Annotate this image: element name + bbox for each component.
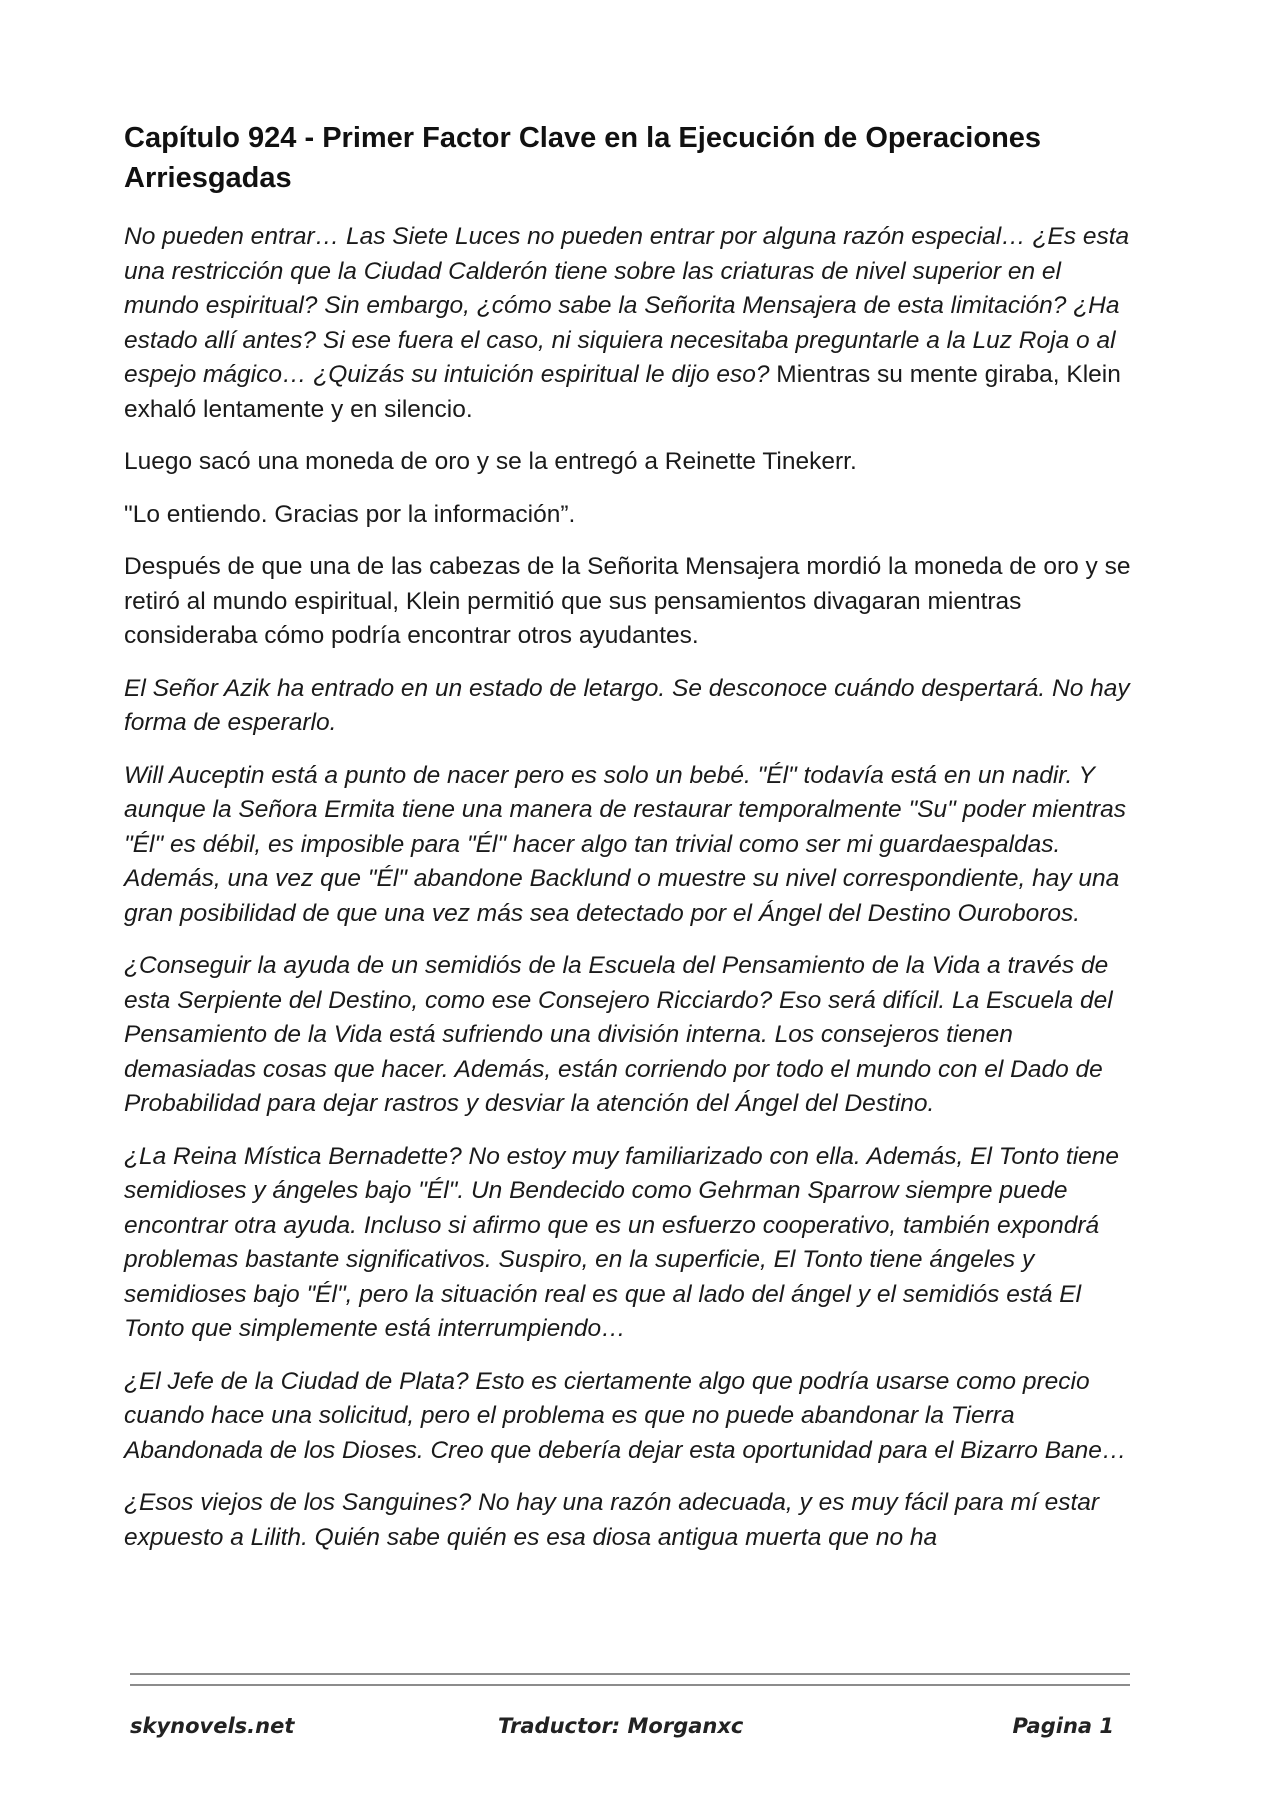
paragraph-10: ¿Esos viejos de los Sanguines? No hay una razón adecuada, y es muy fácil para mí estar expuesto a Lilith. Quién sabe quién es esa diosa antigua muerta que no ha	[124, 1489, 1100, 1551]
footer-page-number: Pagina 1	[1012, 1714, 1114, 1738]
paragraph-6: Will Auceptin está a punto de nacer pero es solo un bebé. "Él" todavía está en un nadir. Y aunque la Señora Ermita tiene una manera de restaurar temporalmente "Su" poder mientras "Él" es débil, es imposible para "Él" hacer algo tan trivial como ser mi guardaespaldas. Además, una vez que "Él" abandone Backlund o muestre su nivel correspondiente, hay una gran posibilidad de que una vez más sea detectado por el Ángel del Destino Ouroboros.	[124, 761, 1127, 927]
chapter-title: Capítulo 924 - Primer Factor Clave en la Ejecución de Operaciones Arriesgadas	[124, 122, 1042, 194]
paragraph-1-narration: Mientras su mente giraba, Klein exhaló lentamente y en silencio.	[124, 361, 1121, 423]
paragraph-4: Después de que una de las cabezas de la Señorita Mensajera mordió la moneda de oro y se retiró al mundo espiritual, Klein permitió que sus pensamientos divagaran mientras consideraba cómo podría encontrar otros ayudantes.	[124, 553, 1131, 649]
footer-rule-top	[130, 1673, 1130, 1675]
footer-site: skynovels.net	[130, 1714, 295, 1738]
paragraph-9: ¿El Jefe de la Ciudad de Plata? Esto es ciertamente algo que podría usarse como precio cuando hace una solicitud, pero el problema es que no puede abandonar la Tierra Abandonada de los Dioses. Creo que debería dejar esta oportunidad para el Bizarro Bane…	[124, 1367, 1127, 1464]
paragraph-3: "Lo entiendo. Gracias por la información”.	[124, 500, 576, 528]
footer-divider	[130, 1673, 1130, 1695]
footer-translator: Traductor: Morganxc	[498, 1714, 744, 1738]
paragraph-5: El Señor Azik ha entrado en un estado de letargo. Se desconoce cuándo despertará. No hay forma de esperarlo.	[124, 674, 1130, 736]
paragraph-1-thought: No pueden entrar… Las Siete Luces no pueden entrar por alguna razón especial… ¿Es esta una restricción que la Ciudad Calderón tiene sobre las criaturas de nivel superior en el mundo espiritual? Sin embargo, ¿cómo sabe la Señorita Mensajera de esta limitación? ¿Ha estado allí antes? Si ese fuera el caso, ni siquiera necesitaba preguntarle a la Luz Roja o al espejo mágico… ¿Quizás su intuición espiritual le dijo eso?	[124, 223, 1130, 388]
paragraph-2: Luego sacó una moneda de oro y se la entregó a Reinette Tinekerr.	[124, 448, 857, 475]
paragraph-7: ¿Conseguir la ayuda de un semidiós de la Escuela del Pensamiento de la Vida a través de esta Serpiente del Destino, como ese Consejero Ricciardo? Eso será difícil. La Escuela del Pensamiento de la Vida está sufriendo una división interna. Los consejeros tienen demasiadas cosas que hacer. Además, están corriendo por todo el mundo con el Dado de Probabilidad para dejar rastros y desviar la atención del Ángel del Destino.	[124, 952, 1113, 1117]
footer-rule-bottom	[130, 1684, 1130, 1686]
document-page	[124, 118, 1136, 1573]
paragraph-1	[124, 220, 1136, 427]
paragraph-8: ¿La Reina Mística Bernadette? No estoy muy familiarizado con ella. Además, El Tonto tiene semidioses y ángeles bajo "Él". Un Bendecido como Gehrman Sparrow siempre puede encontrar otra ayuda. Incluso si afirmo que es un esfuerzo cooperativo, también expondrá problemas bastante significativos. Suspiro, en la superficie, El Tonto tiene ángeles y semidioses bajo "Él", pero la situación real es que al lado del ángel y el semidiós está El Tonto que simplemente está interrumpiendo…	[124, 1142, 1120, 1342]
